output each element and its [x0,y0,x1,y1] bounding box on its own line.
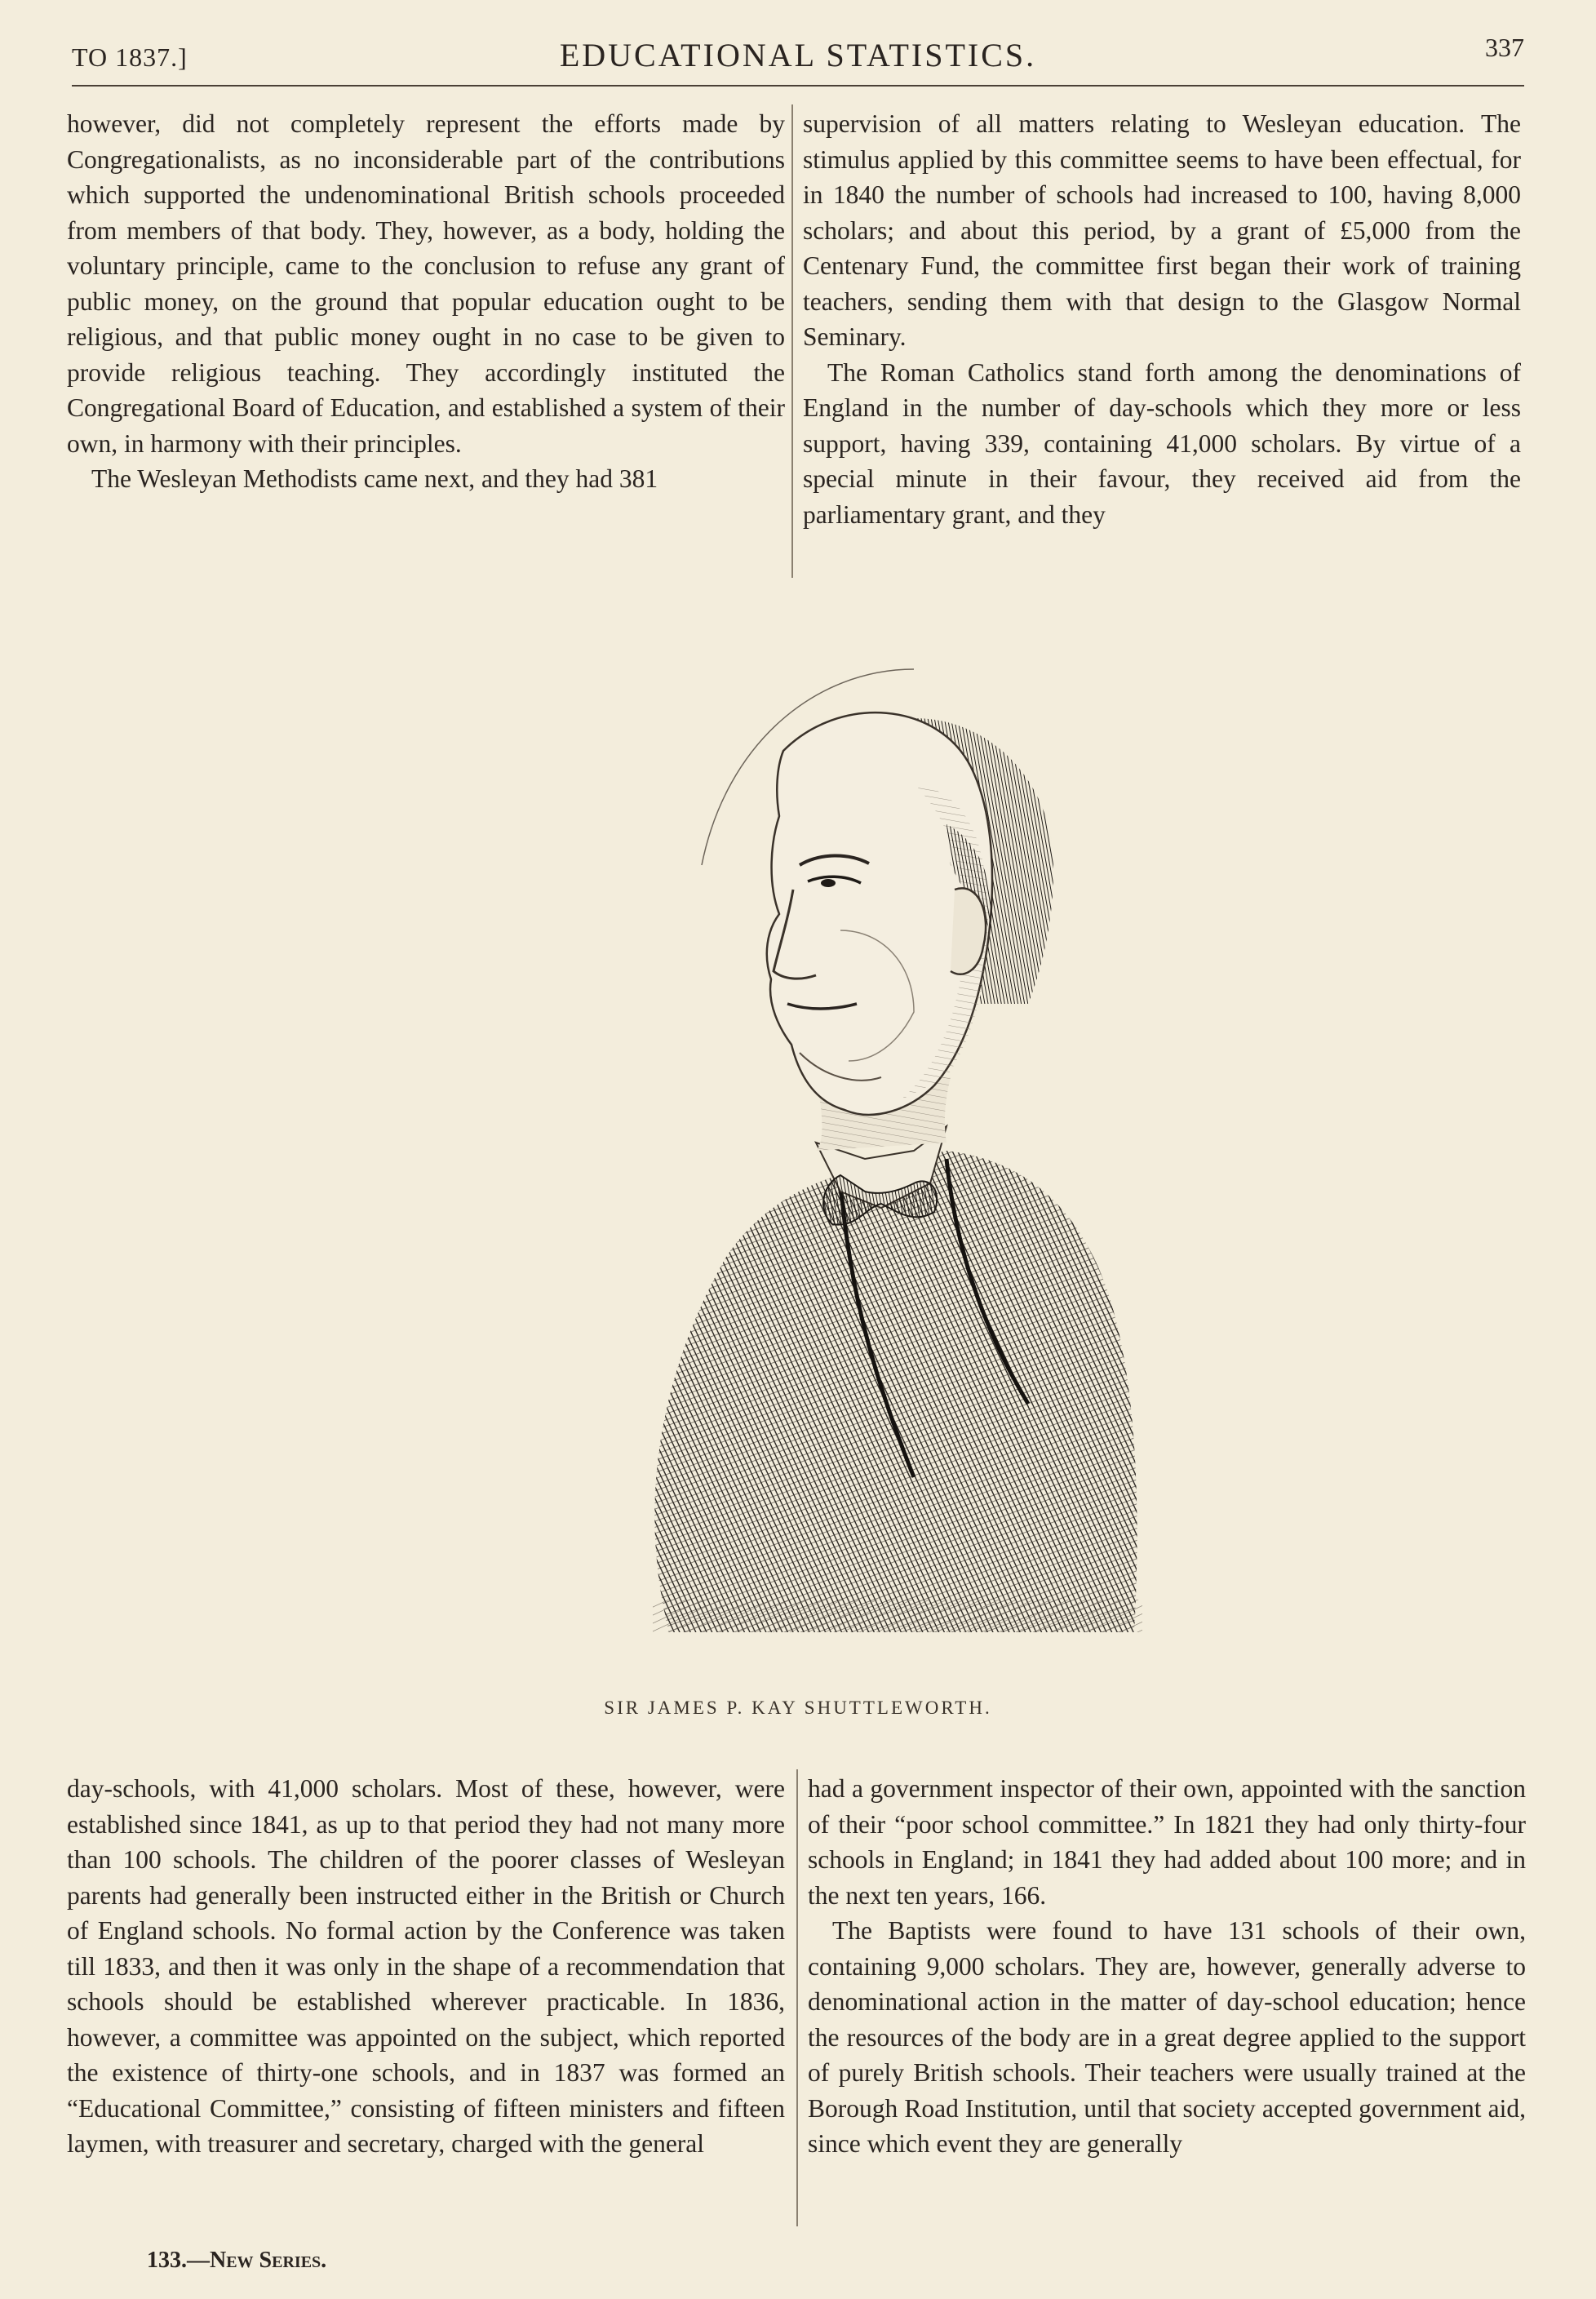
footer-number: 133.— [147,2248,210,2273]
footer-series-label: New Series. [210,2248,327,2273]
page-number: 337 [1485,33,1524,62]
running-header [72,33,1524,78]
column-divider [796,1769,798,2226]
header-rule [72,85,1524,87]
top-right-column [803,106,1521,579]
paragraph: The Roman Catholics stand forth among the denominations of England in the number of day-schools which they more or less support, having 339, containing 41,000 scholars. By virtue of a special minute in their favour, they received aid from the parliamentary grant, and they [803,357,1521,529]
paragraph: The Baptists were found to have 131 schools of their own, containing 9,000 scholars. They are, however, generally adverse to denominational action in the matter of day-school education; hence the resources of the body are in a great degree applied to the support of purely British schools. Their teachers were usually trained at the Borough Road Institution, until that society accepted government aid, since which event they are generally [808,1916,1526,2158]
paragraph: day-schools, with 41,000 scholars. Most of these, however, were established since 1841, as up to that period they had not many more than 100 schools. The children of the poorer classes of Wesleyan parents had generally been instructed either in the British or Church of England schools. No formal action by the Conference was taken till 1833, and then it was only in the shape of a recommendation that schools should be established wherever practicable. In 1836, however, a committee was appointed on the subject, which reported the existence of thirty-one schools, and in 1837 was formed an “Educational Committee,” consisting of fifteen ministers and fifteen laymen, with treasurer and secretary, charged with the general [67,1774,785,2158]
header-date-range: TO 1837.] [72,42,188,72]
bottom-right-column [808,1771,1526,2228]
paragraph: The Wesleyan Methodists came next, and they had 381 [91,464,658,493]
footer-series [147,2248,326,2274]
paragraph: however, did not completely represent the efforts made by Congregationalists, as no inconsiderable part of the contributions which supported the undenominational British schools proceeded from members of that body. They, however, as a body, holding the voluntary principle, came to the conclusion to refuse any grant of public money, on the ground that popular education ought to be religious, and that public money ought in no case to be given to provide religious teaching. They accordingly instituted the Congregational Board of Education, and established a system of their own, in harmony with their principles. [67,109,785,458]
header-title: EDUCATIONAL STATISTICS. [559,37,1037,73]
paragraph: supervision of all matters relating to Wesleyan education. The stimulus applied by this committee seems to have been effectual, for in 1840 the number of schools had increased to 100, having 8,000 scholars; and about this period, by a grant of £5,000 from the Centenary Fund, the committee first began their work of training teachers, sending them with that design to the Glasgow Normal Seminary. [803,109,1521,351]
paragraph: had a government inspector of their own, appointed with the sanction of their “poor school committee.” In 1821 they had only thirty-four schools in England; in 1841 they had added about 100 more; and in the next ten years, 166. [808,1774,1526,1910]
column-divider [791,104,793,578]
bottom-left-column [67,1771,785,2228]
top-left-column [67,106,785,579]
portrait-caption: SIR JAMES P. KAY SHUTTLEWORTH. [604,1698,992,1718]
portrait-engraving [457,620,1208,1673]
